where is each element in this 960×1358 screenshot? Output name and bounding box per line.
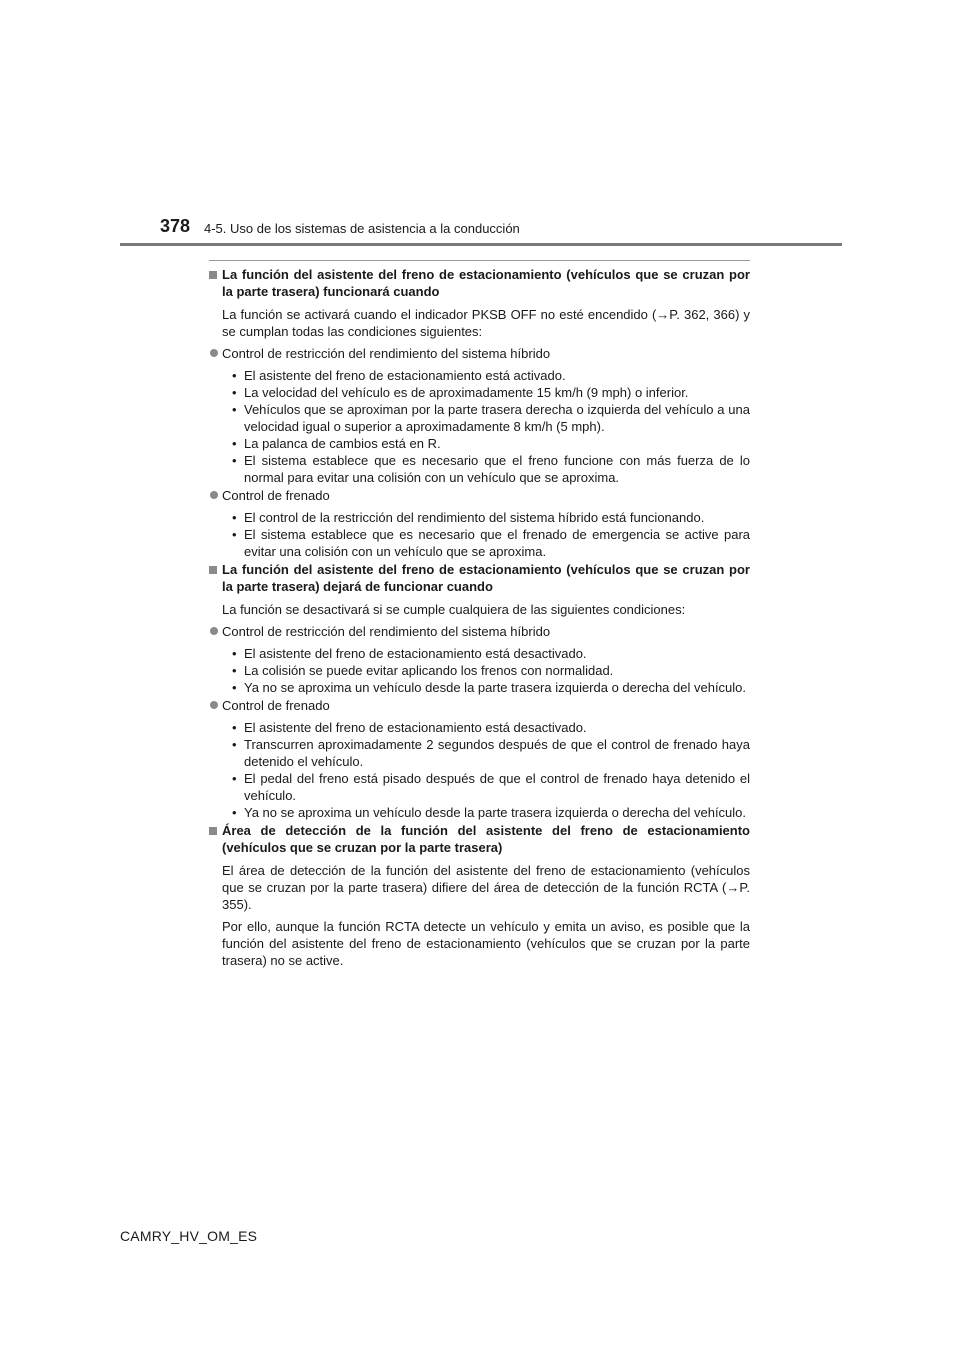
bullet-item: • El sistema establece que es necesario que el frenado de emergencia se active para evitar una colisión con un vehículo que se aproxima. [232, 526, 750, 560]
paragraph: La función se desactivará si se cumple cualquiera de las siguientes condiciones: [222, 602, 686, 617]
paragraph: La función se activará cuando el indicador PKSB OFF no esté encendido (→P. 362, 366) y se cumplan todas las condiciones siguientes: [222, 307, 750, 339]
page-number: 378 [160, 216, 191, 236]
bullet-item: • El asistente del freno de estacionamiento está desactivado. [232, 719, 750, 736]
circle-bullet-icon [210, 627, 218, 635]
document-code: CAMRY_HV_OM_ES [120, 1228, 258, 1244]
subsection-title-text: Control de restricción del rendimiento del sistema híbrido [222, 346, 551, 361]
section [209, 266, 750, 560]
bullet-item: • El pedal del freno está pisado después de que el control de frenado haya detenido el vehículo. [232, 770, 750, 804]
bullet-item: • Ya no se aproxima un vehículo desde la parte trasera izquierda o derecha del vehículo. [232, 804, 750, 821]
header-divider [120, 243, 842, 246]
main-content [209, 266, 750, 974]
subsection-title [209, 487, 750, 504]
subsection-title [209, 345, 750, 362]
bullet-item: • Transcurren aproximadamente 2 segundos después de que el control de frenado haya detenido el vehículo. [232, 736, 750, 770]
square-bullet-icon [209, 566, 217, 574]
bullet-item: • La velocidad del vehículo es de aproximadamente 15 km/h (9 mph) o inferior. [232, 384, 750, 401]
circle-bullet-icon [210, 701, 218, 709]
bullet-item: • El sistema establece que es necesario que el freno funcione con más fuerza de lo normal para evitar una colisión con un vehículo que se aproxima. [232, 452, 750, 486]
content-top-divider [209, 260, 750, 261]
section-title [209, 561, 750, 595]
bullet-item: • Ya no se aproxima un vehículo desde la parte trasera izquierda o derecha del vehículo. [232, 679, 750, 696]
square-bullet-icon [209, 827, 217, 835]
square-bullet-icon [209, 271, 217, 279]
subsection-title [209, 623, 750, 640]
section-title-text: Área de detección de la función del asistente del freno de estacionamiento (vehículos que se cruzan por la parte trasera) [222, 823, 750, 855]
bullet-item: • El asistente del freno de estacionamiento está desactivado. [232, 645, 750, 662]
bullet-list [209, 719, 750, 821]
subsection-title-text: Control de frenado [222, 488, 330, 503]
page-header [0, 0, 960, 250]
bullet-list [209, 645, 750, 696]
chapter-title: 4-5. Uso de los sistemas de asistencia a la conducción [204, 221, 520, 236]
paragraph: Por ello, aunque la función RCTA detecte un vehículo y emita un aviso, es posible que la función del asistente del freno de estacionamiento (vehículos que se cruzan por la parte trasera) no se active. [222, 919, 750, 968]
paragraph: El área de detección de la función del asistente del freno de estacionamiento (vehículos que se cruzan por la parte trasera) difiere del área de detección de la función RCTA (→P. 355). [222, 863, 750, 912]
bullet-item: • El asistente del freno de estacionamiento está activado. [232, 367, 750, 384]
bullet-item: • La palanca de cambios está en R. [232, 435, 750, 452]
section [209, 561, 750, 821]
bullet-list [209, 367, 750, 486]
section-title-text: La función del asistente del freno de estacionamiento (vehículos que se cruzan por la parte trasera) dejará de funcionar cuando [222, 562, 750, 594]
bullet-item: • La colisión se puede evitar aplicando los frenos con normalidad. [232, 662, 750, 679]
subsection-title-text: Control de frenado [222, 698, 330, 713]
bullet-list [209, 509, 750, 560]
subsection-title-text: Control de restricción del rendimiento del sistema híbrido [222, 624, 551, 639]
section [209, 822, 750, 969]
circle-bullet-icon [210, 491, 218, 499]
circle-bullet-icon [210, 349, 218, 357]
subsection-title [209, 697, 750, 714]
bullet-item: • El control de la restricción del rendimiento del sistema híbrido está funcionando. [232, 509, 750, 526]
bullet-item: • Vehículos que se aproximan por la parte trasera derecha o izquierda del vehículo a una velocidad igual o superior a aproximadamente 8 km/h (5 mph). [232, 401, 750, 435]
section-title [209, 266, 750, 300]
section-title [209, 822, 750, 856]
section-title-text: La función del asistente del freno de estacionamiento (vehículos que se cruzan por la parte trasera) funcionará cuando [222, 267, 750, 299]
